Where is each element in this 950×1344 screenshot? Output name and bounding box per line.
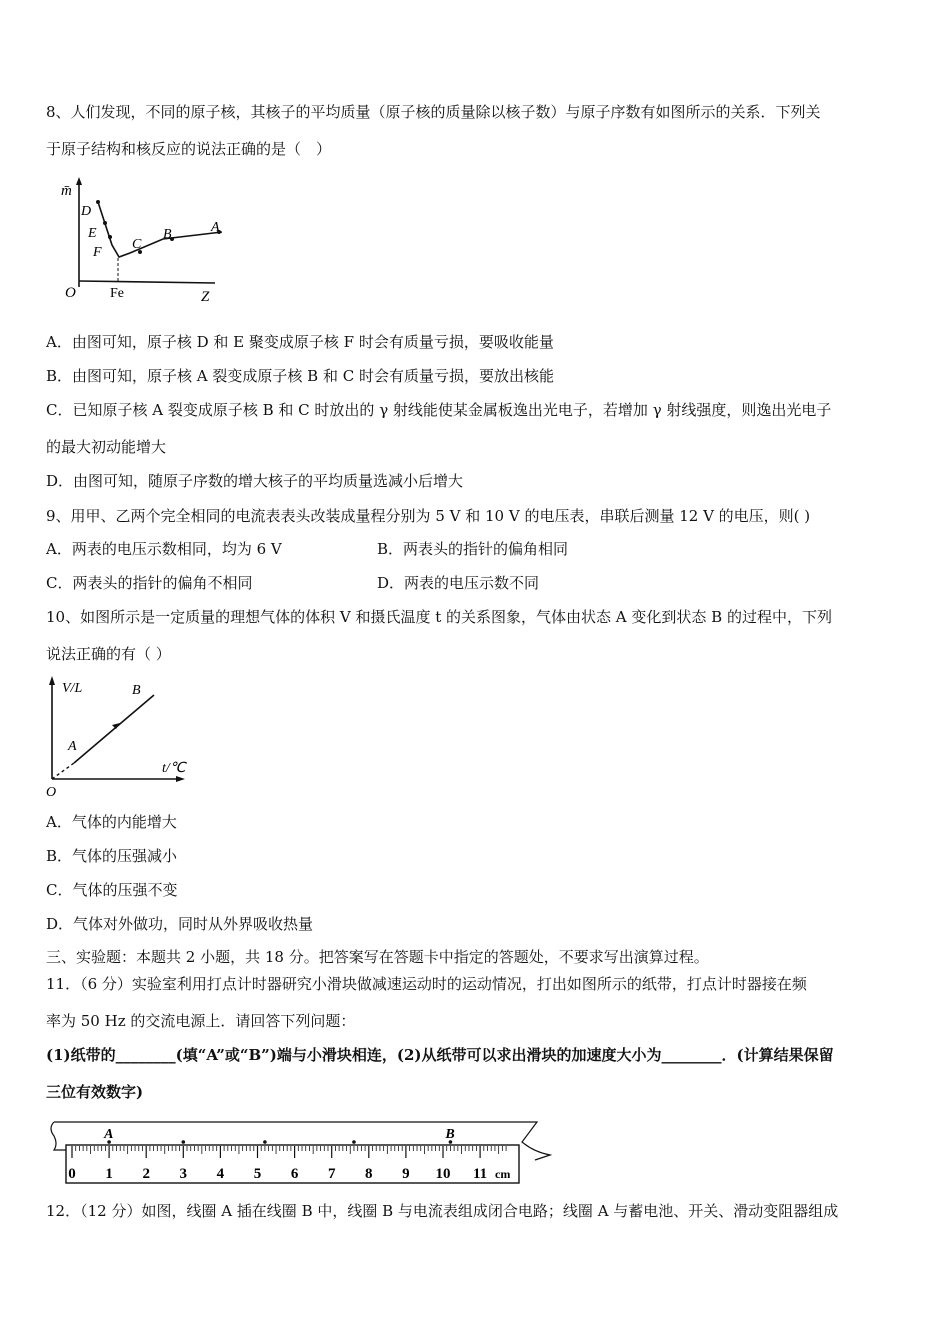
ruler-number-label: 3 <box>179 1166 188 1182</box>
tape-dot <box>263 1140 267 1144</box>
q10-stem-line1: 10、如图所示是一定质量的理想气体的体积 V 和摄氏温度 t 的关系图象，气体由状态 A 变化到状态 B 的过程中，下列 <box>46 608 832 626</box>
tape-dot <box>182 1140 186 1144</box>
q9-option-c: C．两表头的指针的偏角不相同 <box>46 574 253 592</box>
ruler-number-label: 2 <box>142 1166 150 1182</box>
state-a-label: A <box>68 739 77 754</box>
q8-mass-graph <box>55 175 235 307</box>
ruler-number-label: 5 <box>253 1166 262 1182</box>
point-b-label: B <box>163 227 172 242</box>
ruler-number-label: 1 <box>105 1166 113 1182</box>
q11-stem-line2: 率为 50 Hz 的交流电源上．请回答下列问题： <box>46 1012 356 1030</box>
q8-option-d: D．由图可知，随原子序数的增大核子的平均质量选减小后增大 <box>46 472 464 490</box>
q10-option-d: D．气体对外做功，同时从外界吸收热量 <box>46 915 314 933</box>
q12-stem-line1: 12．（12 分）如图，线圈 A 插在线圈 B 中，线圈 B 与电流表组成闭合电路；线圈 A 与蓄电池、开关、滑动变阻器组成 <box>46 1202 839 1220</box>
q10-option-a: A．气体的内能增大 <box>46 813 177 831</box>
point-c-label: C <box>132 237 142 252</box>
q10-y-label: V/L <box>62 681 83 696</box>
q10-vt-graph <box>40 672 200 800</box>
ruler-number-label: 4 <box>216 1166 225 1182</box>
q10-x-label: t/℃ <box>162 761 186 776</box>
ruler-number-label: 9 <box>402 1166 410 1182</box>
tape-point-b-label: B <box>445 1127 455 1142</box>
tape-point-a-label: A <box>104 1127 114 1142</box>
ruler-number-label: 8 <box>365 1166 373 1182</box>
ruler-tape-figure <box>40 1112 560 1188</box>
point-f-label: F <box>93 245 102 260</box>
point-d-label: D <box>81 204 92 219</box>
ruler-number-label: 7 <box>327 1166 336 1182</box>
q11-sub-line1: (1)纸带的________(填“A”或“B”)端与小滑块相连，(2)从纸带可以求出滑块的加速度大小为________．(计算结果保留 <box>46 1046 834 1064</box>
ruler-number-label: 11 <box>473 1166 488 1182</box>
q9-stem: 9、用甲、乙两个完全相同的电流表表头改装成量程分别为 5 V 和 10 V 的电压表，串联后测量 12 V 的电压，则( ) <box>46 507 811 525</box>
q8-option-b: B．由图可知，原子核 A 裂变成原子核 B 和 C 时会有质量亏损，要放出核能 <box>46 367 554 385</box>
point-a-label: A <box>211 220 220 235</box>
q8-y-label: m̄ <box>61 183 72 199</box>
q10-origin-label: O <box>46 785 57 800</box>
state-b-label: B <box>132 683 141 698</box>
origin-label: O <box>65 285 76 301</box>
q11-sub-line2: 三位有效数字) <box>46 1083 144 1101</box>
q10-option-c: C．气体的压强不变 <box>46 881 178 899</box>
ruler-number-label: 6 <box>290 1166 299 1182</box>
ruler-unit-label: cm <box>495 1167 511 1181</box>
q8-option-c-line1: C．已知原子核 A 裂变成原子核 B 和 C 时放出的 γ 射线能使某金属板逸出光电子，若增加 γ 射线强度，则逸出光电子 <box>46 401 832 419</box>
section-3-heading: 三、实验题：本题共 2 小题，共 18 分。把答案写在答题卡中指定的答题处，不要求写出演算过程。 <box>46 948 709 966</box>
tape-dot <box>352 1140 356 1144</box>
fe-label: Fe <box>110 286 124 301</box>
q9-option-a: A．两表的电压示数相同，均为 6 V <box>46 540 282 558</box>
q10-option-b: B．气体的压强减小 <box>46 847 178 865</box>
q9-option-b: B．两表头的指针的偏角相同 <box>377 540 569 558</box>
q8-option-c-line2: 的最大初动能增大 <box>46 438 167 456</box>
q10-stem-line2: 说法正确的有（ ） <box>46 645 171 663</box>
ruler-number-label: 0 <box>68 1166 76 1182</box>
q8-x-label: Z <box>201 289 210 305</box>
ruler-number-label: 10 <box>435 1166 451 1182</box>
q8-stem-line2: 于原子结构和核反应的说法正确的是（ ） <box>46 140 332 158</box>
q9-option-d: D．两表的电压示数不同 <box>377 574 540 592</box>
q8-option-a: A．由图可知，原子核 D 和 E 聚变成原子核 F 时会有质量亏损，要吸收能量 <box>46 333 554 351</box>
point-e-label: E <box>88 226 97 241</box>
q8-stem-line1: 8、人们发现，不同的原子核，其核子的平均质量（原子核的质量除以核子数）与原子序数有如图所示的关系．下列关 <box>46 103 821 121</box>
q11-stem-line1: 11．（6 分）实验室利用打点计时器研究小滑块做减速运动时的运动情况，打出如图所示的纸带，打点计时器接在频 <box>46 975 807 993</box>
